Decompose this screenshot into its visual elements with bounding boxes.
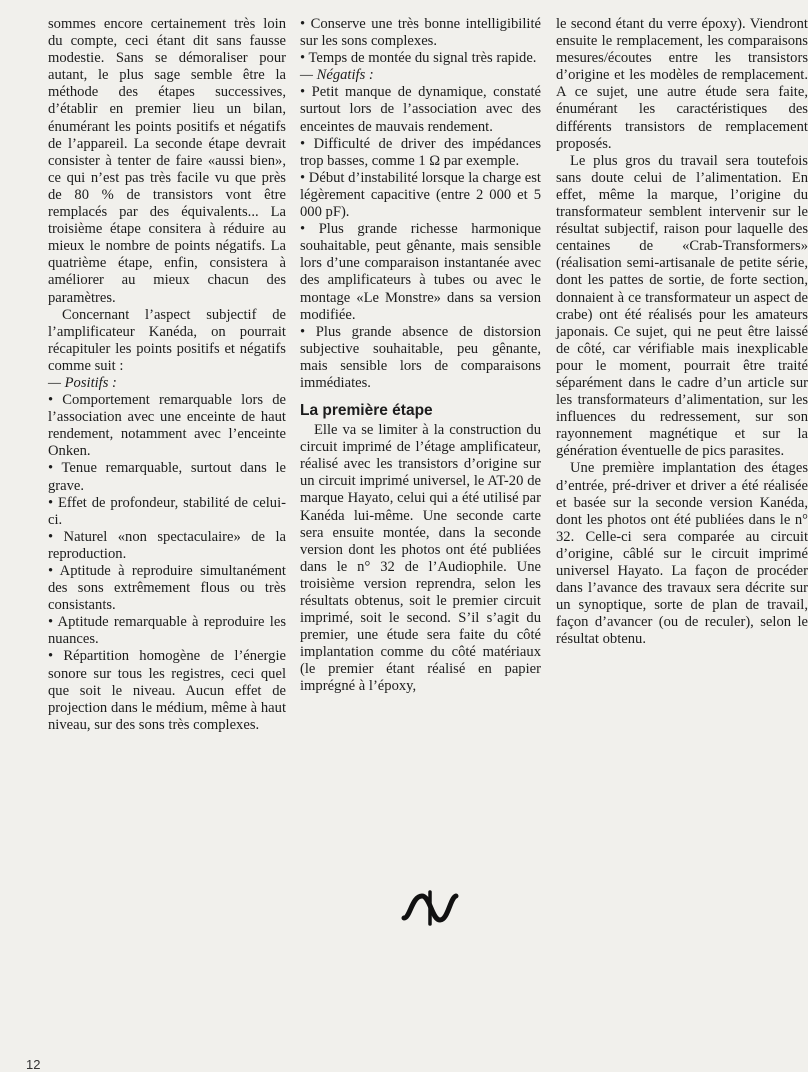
- paragraph: • Temps de montée du signal très rapide.: [300, 50, 537, 67]
- sine-wave-logo-icon: [400, 890, 460, 926]
- paragraph: • Plus grande richesse harmonique souhaitable, peut gênante, mais sensible lors d’une comparaison instantanée avec des amplificateurs à tubes ou avec le montage «Le Monstre» dans sa version modifiée.: [300, 221, 541, 323]
- paragraph: • Répartition homogène de l’énergie sonore sur tous les registres, ceci quel que soit le niveau. Aucun effet de projection dans le médium, même à haut niveau, sur des sons très complexes.: [48, 648, 286, 733]
- paragraph: • Difficulté de driver des impédances trop basses, comme 1 Ω par exemple.: [300, 135, 541, 169]
- paragraph: • Petit manque de dynamique, constaté surtout lors de l’association avec des enceintes de mauvais rendement.: [300, 84, 541, 135]
- text-column-1: [48, 16, 286, 734]
- paragraph: • Aptitude à reproduire simultanément des sons extrêmement flous ou très consistants.: [48, 563, 286, 614]
- paragraph: • Tenue remarquable, surtout dans le grave.: [48, 460, 286, 494]
- paragraph: • Effet de profondeur, stabilité de celui-ci.: [48, 494, 286, 528]
- paragraph: Le plus gros du travail sera toutefois sans doute celui de l’alimentation. En effet, même la marque, l’origine du transformateur semblent intervenir sur le résultat subjectif, raison pour laquelle des centaines de «Crab-Transformers» (réalisation semi-artisanale de petite série, dont les pattes de sortie, de forte section, donnaient à ce transformateur un aspect de crabe) ont été réalisés pour les amateurs japonais. Ce sujet, qui ne peut être laissé de côté, car vérifiable mais inexplicable pour le moment, pourrait être traité séparément dans le cadre d’un article sur les transformateurs d’alimentation, sur les influences du redressement, sur son rayonnement magnétique et sur la génération éventuelle de pics parasites.: [556, 152, 808, 460]
- page-number: 12: [26, 1057, 41, 1072]
- paragraph: sommes encore certainement très loin du compte, ceci étant dit sans fausse modestie. Sans se démoraliser pour autant, le plus sage semble être la méthode des étapes successives, d’établir en premier lieu un bilan, énumérant les points positifs et négatifs de l’appareil. La seconde étape devrait consister à tenter de faire «aussi bien», ce qui n’est pas très facile vu que près de 80 % de transistors vont être remplacés par des équivalents... La troisième étape consitera à réduire au mieux le nombre de points négatifs. La quatrième étape, enfin, consistera à améliorer au mieux chacun des paramètres.: [48, 16, 286, 306]
- paragraph: Concernant l’aspect subjectif de l’amplificateur Kanéda, on pourrait récapituler les points positifs et négatifs comme suit :: [48, 306, 286, 374]
- paragraph: • Aptitude remarquable à reproduire les nuances.: [48, 614, 286, 648]
- paragraph: • Comportement remarquable lors de l’association avec une enceinte de haut rendement, notamment avec l’enceinte Onken.: [48, 392, 286, 460]
- paragraph: • Conserve une très bonne intelligibilité sur les sons complexes.: [300, 16, 541, 50]
- paragraph: • Naturel «non spectaculaire» de la reproduction.: [48, 528, 286, 562]
- paragraph: • Plus grande absence de distorsion subjective souhaitable, peu gênante, mais sensible lors de comparaisons immédiates.: [300, 323, 541, 391]
- paragraph: le second étant du verre époxy). Viendront ensuite le remplacement, les comparaisons mesures/écoutes entre les transistors d’origine et les modèles de remplacement. A ce sujet, une autre étude sera faite, énumérant les caractéristiques des différents transistors de remplacement proposés.: [556, 16, 808, 152]
- paragraph: — Négatifs :: [300, 67, 374, 84]
- paragraph: — Positifs :: [48, 374, 117, 391]
- paragraph: • Début d’instabilité lorsque la charge est légèrement capacitive (entre 2 000 et 5 000 pF).: [300, 169, 541, 221]
- text-column-2: [300, 16, 541, 696]
- paragraph: Une première implantation des étages d’entrée, pré-driver et driver a été réalisée et basée sur la seconde version Kanéda, dont les photos ont été publiées dans le n° 32. Celle-ci sera comparée au circuit d’origine, câblé sur le circuit imprimé universel Hayato. La façon de procéder dans l’avance des travaux sera décrite sur un synoptique, sorte de plan de travail, façon d’avancer (ou de reculer), selon le résultat obtenu.: [556, 460, 808, 648]
- text-column-3: [556, 16, 808, 648]
- paragraph: Elle va se limiter à la construction du circuit imprimé de l’étage amplificateur, réalisé avec les transistors d’origine sur un circuit imprimé universel, le AT-20 de marque Hayato, celui qui a été utilisé par Kanéda lui-même. Une seconde carte sera ensuite montée, dans la seconde version dont les photos ont été publiées dans le n° 32 de l’Audiophile. Une troisième version reprendra, selon les résultats obtenus, soit le premier circuit imprimé, soit le second. S’il s’agit du premier, une étude sera faite du côté implantation comme du côté matériaux (le premier étant réalisé en papier imprégné à l’époxy,: [300, 422, 541, 695]
- section-heading: La première étape: [300, 402, 433, 420]
